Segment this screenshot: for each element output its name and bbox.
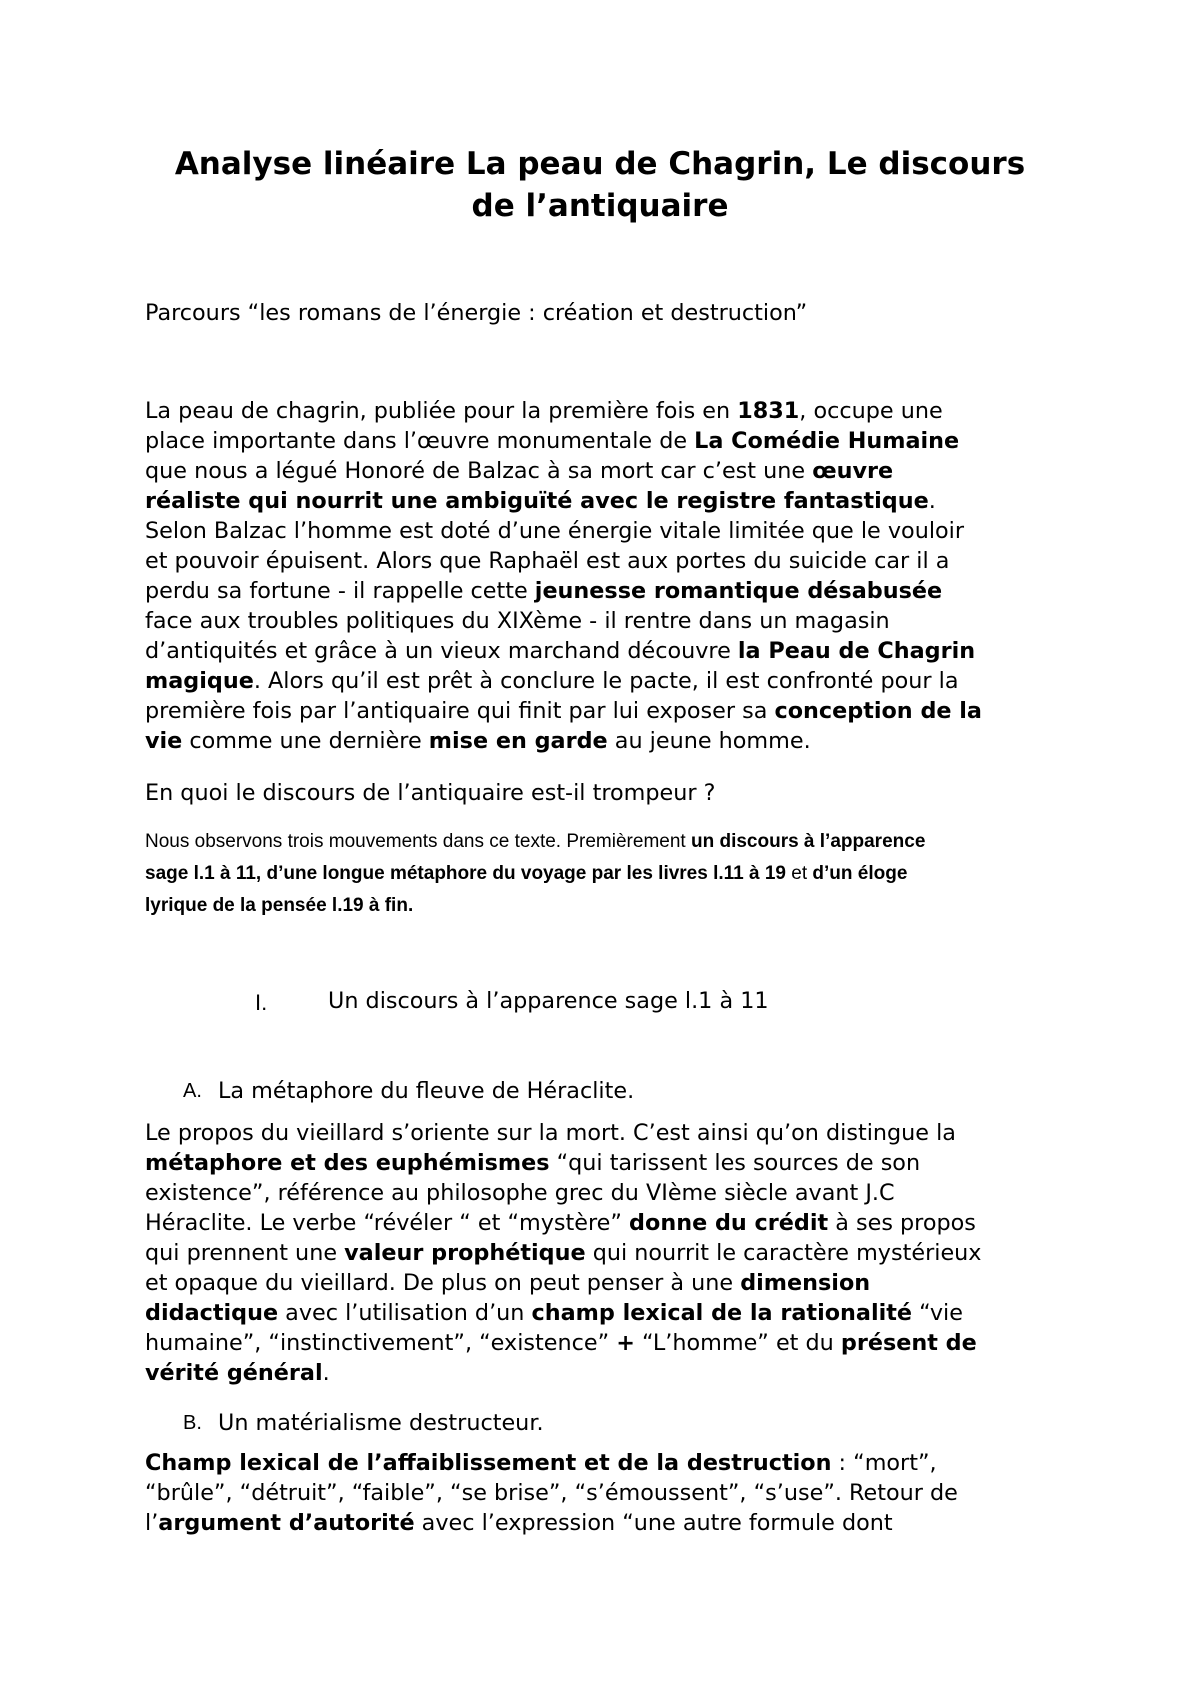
text-line: métaphore et des euphémismes “qui tarissent les sources de son — [145, 1150, 921, 1176]
text-line: humaine”, “instinctivement”, “existence” + “L’homme” et du présent de — [145, 1330, 977, 1356]
text-line: didactique avec l’utilisation d’un champ lexical de la rationalité “vie — [145, 1300, 963, 1326]
title-line: de l’antiquaire — [471, 188, 729, 224]
part-title: Un discours à l’apparence sage l.1 à 11 — [328, 988, 769, 1014]
section-title: La métaphore du fleuve de Héraclite. — [218, 1078, 635, 1104]
text-line: Héraclite. Le verbe “révéler “ et “mystère” donne du crédit à ses propos — [145, 1210, 976, 1236]
text-line: que nous a légué Honoré de Balzac à sa mort car c’est une œuvre — [145, 458, 894, 484]
text-line: face aux troubles politiques du XIXème - il rentre dans un magasin — [145, 608, 890, 634]
text-line: Selon Balzac l’homme est doté d’une énergie vitale limitée que le vouloir — [145, 518, 965, 544]
section-letter: A. — [183, 1080, 202, 1102]
text-line: Champ lexical de l’affaiblissement et de la destruction : “mort”, — [145, 1450, 937, 1476]
text-line: magique. Alors qu’il est prêt à conclure le pacte, il est confronté pour la — [145, 668, 959, 694]
text-line: existence”, référence au philosophe grec du VIème siècle avant J.C — [145, 1180, 895, 1206]
text-line: d’antiquités et grâce à un vieux marchand découvre la Peau de Chagrin — [145, 638, 976, 664]
text-line: réaliste qui nourrit une ambiguïté avec le registre fantastique. — [145, 488, 936, 514]
text-line: “brûle”, “détruit”, “faible”, “se brise”, “s’émoussent”, “s’use”. Retour de — [145, 1480, 958, 1506]
problematique-question: En quoi le discours de l’antiquaire est-il trompeur ? — [145, 780, 716, 806]
text-line: vie comme une dernière mise en garde au jeune homme. — [145, 728, 811, 754]
title-line: Analyse linéaire La peau de Chagrin, Le discours — [174, 146, 1026, 182]
text-line: vérité général. — [145, 1360, 330, 1386]
text-line: qui prennent une valeur prophétique qui nourrit le caractère mystérieux — [145, 1240, 982, 1266]
text-line: perdu sa fortune - il rappelle cette jeunesse romantique désabusée — [145, 578, 943, 604]
text-line: l’argument d’autorité avec l’expression “une autre formule dont — [145, 1510, 893, 1536]
part-number: I. — [255, 990, 268, 1015]
text-line: lyrique de la pensée l.19 à fin. — [145, 895, 414, 916]
section-letter: B. — [183, 1412, 202, 1434]
text-line: Le propos du vieillard s’oriente sur la mort. C’est ainsi qu’on distingue la — [145, 1120, 956, 1146]
text-line: première fois par l’antiquaire qui finit par lui exposer sa conception de la — [145, 698, 982, 724]
parcours-line: Parcours “les romans de l’énergie : création et destruction” — [145, 300, 808, 326]
text-line: et pouvoir épuisent. Alors que Raphaël est aux portes du suicide car il a — [145, 548, 950, 574]
text-line: Nous observons trois mouvements dans ce texte. Premièrement un discours à l’apparence — [145, 831, 926, 852]
document-title — [145, 143, 1055, 227]
text-line: La peau de chagrin, publiée pour la première fois en 1831, occupe une — [145, 398, 943, 424]
text-line: place importante dans l’œuvre monumentale de La Comédie Humaine — [145, 428, 960, 454]
section-title: Un matérialisme destructeur. — [218, 1410, 544, 1436]
text-line: et opaque du vieillard. De plus on peut penser à une dimension — [145, 1270, 871, 1296]
text-line: sage l.1 à 11, d’une longue métaphore du voyage par les livres l.11 à 19 et d’un éloge — [145, 863, 908, 884]
